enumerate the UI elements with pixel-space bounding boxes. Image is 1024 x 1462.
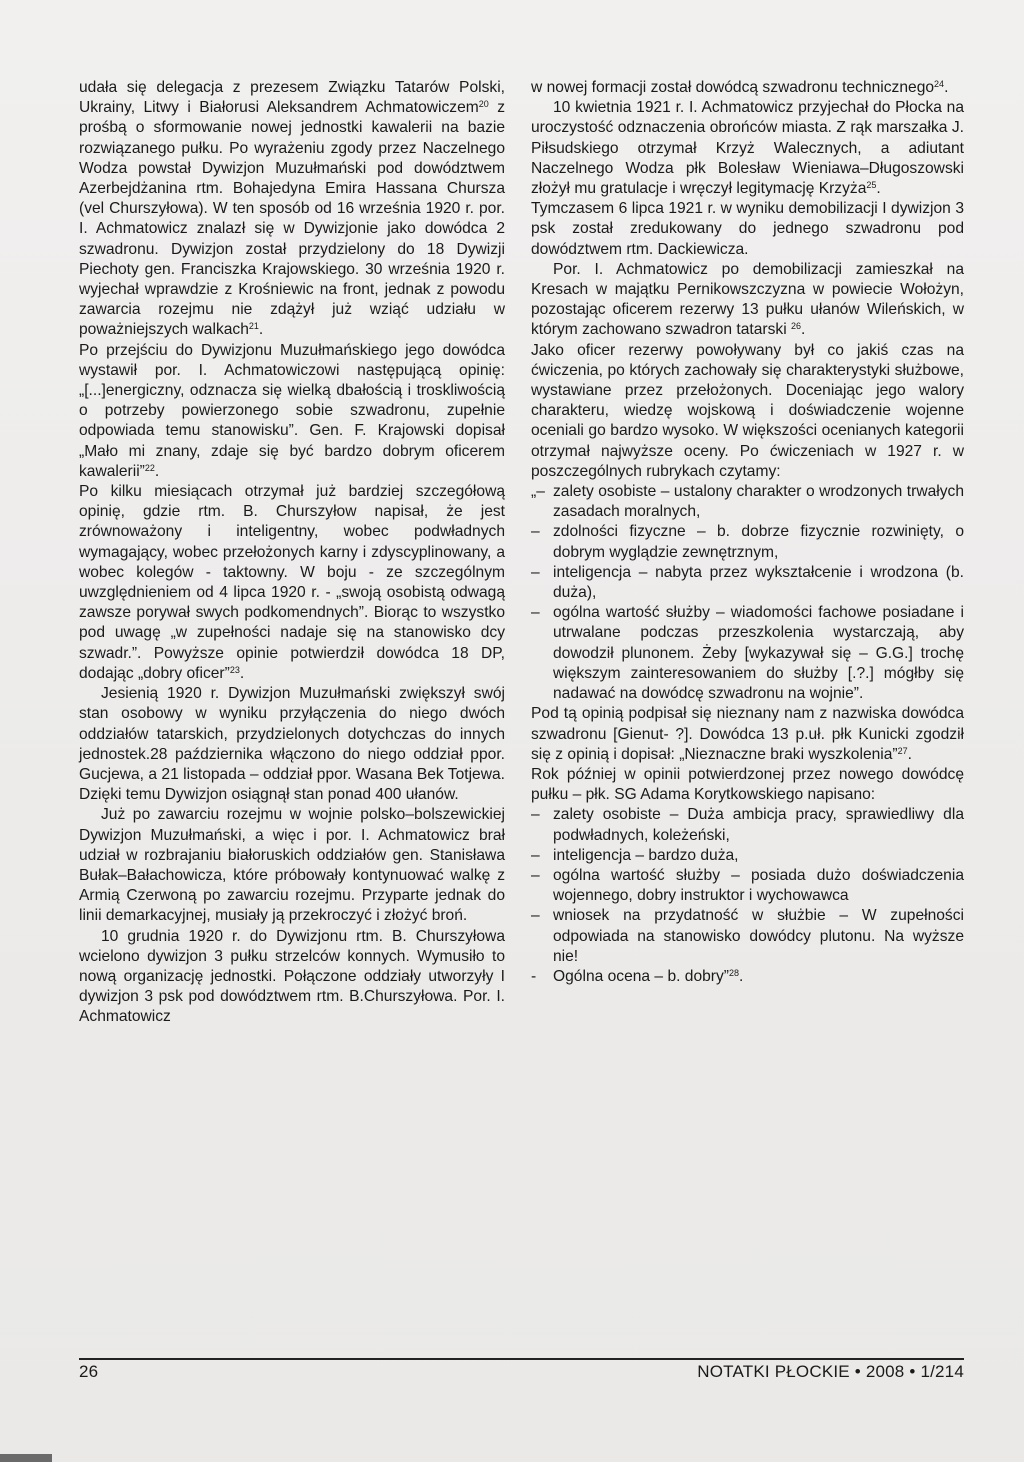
list-item: – zdolności fizyczne – b. dobrze fizycznie rozwinięty, o dobrym wyglądzie zewnętrznym, [531, 523, 964, 561]
right-column [531, 78, 964, 987]
paragraph: Po przejściu do Dywizjonu Muzułmańskiego jego dowódca wystawił por. I. Achmatowiczowi następującą opinię: „[...]energiczny, odznacza się wielką dbałością i troskliwością o potrzeby powierzonego sobie szwadronu, zupełnie odpowiada temu stanowisku”. Gen. F. Krajowski dopisał „Mało mi znany, zdaje się być bardzo dobrym oficerem kawalerii”$^{22}$. [79, 341, 505, 480]
footer-rule [79, 1358, 964, 1360]
list-item: – wniosek na przydatność w służbie – W zupełności odpowiada na stanowisko dowódcy plutonu. Na wyższe nie! [531, 907, 964, 965]
journal-footer: NOTATKI PŁOCKIE • 2008 • 1/214 [697, 1362, 964, 1381]
scan-corner-mark [0, 1454, 52, 1462]
paragraph: Jako oficer rezerwy powoływany był co jakiś czas na ćwiczenia, po których zachowały się charakterystyki służbowe, wystawiane przez przełożonych. Doceniając jego walory charakteru, wiedzę wojskową i doświadczenie wojenne oceniali go bardzo wysoko. W większości ocenianych kategorii otrzymał najwyższe oceny. Po ćwiczeniach w 1927 r. w poszczególnych rubrykach czytamy: [531, 341, 964, 480]
paragraph: Rok później w opinii potwierdzonej przez nowego dowódcę pułku – płk. SG Adama Korytkowskiego napisano: [531, 765, 964, 804]
left-column [79, 78, 505, 1028]
list-item: – ogólna wartość służby – wiadomości fachowe posiadane i utrwalane podczas przeszkolenia wystarczają, aby dowodził plunonem. Żeby [wykazywał się – G.G.] trochę większym zainteresowaniem do służby [.?.] mógłby się nadawać na dowódcę szwadronu na wojnie”. [531, 604, 964, 703]
list-item: – ogólna wartość służby – posiada dużo doświadczenia wojennego, dobry instruktor i wychowawca [531, 866, 964, 905]
list-item: – inteligencja – bardzo duża, [531, 846, 739, 864]
paragraph: Jesienią 1920 r. Dywizjon Muzułmański zwiększył swój stan osobowy w wyniku przyłączenia do niego dwóch oddziałów tatarskich, przydzielonych dotychczas do innych jednostek.28 października włączono do niego oddział ppor. Gucjewa, a 21 listopada – oddział ppor. Wasana Bek Totjewa. Dzięki temu Dywizjon osiągnął stan ponad 400 ułanów. [79, 685, 505, 804]
paragraph: w nowej formacji został dowódcą szwadronu technicznego$^{24}$. [531, 79, 949, 96]
list-item: „– zalety osobiste – ustalony charakter o wrodzonych trwałych zasadach moralnych, [531, 483, 964, 521]
paragraph: 10 grudnia 1920 r. do Dywizjonu rtm. B. Churszyłowa wcielono dywizjon 3 pułku strzelców konnych. Wymusiło to nową organizację jednostki. Połączone oddziały utworzyły I dywizjon 3 psk pod dowództwem rtm. B.Churszyłowa. Por. I. Achmatowicz [79, 927, 505, 1026]
paragraph: Po kilku miesiącach otrzymał już bardziej szczegółową opinię, gdzie rtm. B. Churszyłow napisał, że jest zrównoważony i inteligentny, wobec podwładnych wymagający, wobec przełożonych karny i zdyscyplinowany, a wobec kolegów - taktowny. W boju - ze szczególnym uwzględnieniem od 4 lipca 1920 r. - „swoją osobistą odwagą zawsze porywał swych podkomendnych”. Biorąc to wszystko pod uwagę „w zupełności nadaje się na stanowisko dcy szwadr.”. Powyższe opinie potwierdził dowódca 18 DP, dodając „dobry oficer”$^{23}$. [79, 483, 505, 682]
evaluation-list-1 [531, 482, 964, 704]
page-number: 26 [79, 1362, 99, 1381]
list-item: - Ogólna ocena – b. dobry”$^{28}$. [531, 967, 744, 985]
paragraph: Por. I. Achmatowicz po demobilizacji zamieszkał na Kresach w majątku Pernikowszczyzna w powiecie Wołożyn, pozostając oficerem rezerwy 13 pułku ułanów Wileńskich, w którym zachowano szwadron tatarski $^{26}$. [531, 260, 964, 339]
evaluation-list-2 [531, 805, 964, 987]
list-item: – inteligencja – nabyta przez wykształcenie i wrodzona (b. duża), [531, 563, 964, 602]
paragraph: Już po zawarciu rozejmu w wojnie polsko–bolszewickiej Dywizjon Muzułmański, a więc i por. I. Achmatowicz brał udział w rozbrajaniu białoruskich oddziałów gen. Stanisława Bułak–Bałachowicza, które próbowały kontynuować walkę z Armią Czerwoną po zawarciu rozejmu. Przyparte jednak do linii demarkacyjnej, musiały ją przekroczyć i złożyć broń. [79, 806, 505, 925]
paragraph: Tymczasem 6 lipca 1921 r. w wyniku demobilizacji I dywizjon 3 psk został zredukowany do jednego szwadronu pod dowództwem rtm. Dackiewicza. [531, 200, 964, 258]
list-item: – zalety osobiste – Duża ambicja pracy, sprawiedliwy dla podwładnych, koleżeński, [531, 806, 964, 844]
paragraph: 10 kwietnia 1921 r. I. Achmatowicz przyjechał do Płocka na uroczystość odznaczenia obrońców miasta. Z rąk marszałka J. Piłsudskiego otrzymał Krzyż Walecznych, a adiutant Naczelnego Wodza płk Bolesław Wieniawa–Długoszowski złożył mu gratulacje i wręczył legitymację Krzyża$^{25}$. [531, 99, 964, 198]
paragraph: udała się delegacja z prezesem Związku Tatarów Polski, Ukrainy, Litwy i Białorusi Aleksandrem Achmatowiczem$^{20}$ z prośbą o sformowanie nowej jednostki kawalerii na bazie rozwiązanego pułku. Po wyrażeniu zgody przez Naczelnego Wodza powstał Dywizjon Muzułmański pod dowództwem Azerbejdżanina rtm. Bohajedyna Emira Hassana Chursza (vel Churszyłowa). W ten sposób od 16 września 1920 r. por. I. Achmatowicz znalazł się w Dywizjonie jako dowódca 2 szwadronu. Dywizjon został przydzielony do 18 Dywizji Piechoty gen. Franciszka Krajowskiego. 30 września 1920 r. wyjechał wprawdzie z Krośniewic na front, jednak z powodu zawarcia rozejmu nie zdążył już wziąć udziału w poważniejszych walkach$^{21}$. [79, 79, 505, 339]
paragraph: Pod tą opinią podpisał się nieznany nam z nazwiska dowódca szwadronu [Gienut- ?]. Dowódca 13 p.uł. płk Kunicki zgodził się z opinią i dopisał: „Nieznaczne braki wyszkolenia”$^{27}$. [531, 705, 964, 763]
